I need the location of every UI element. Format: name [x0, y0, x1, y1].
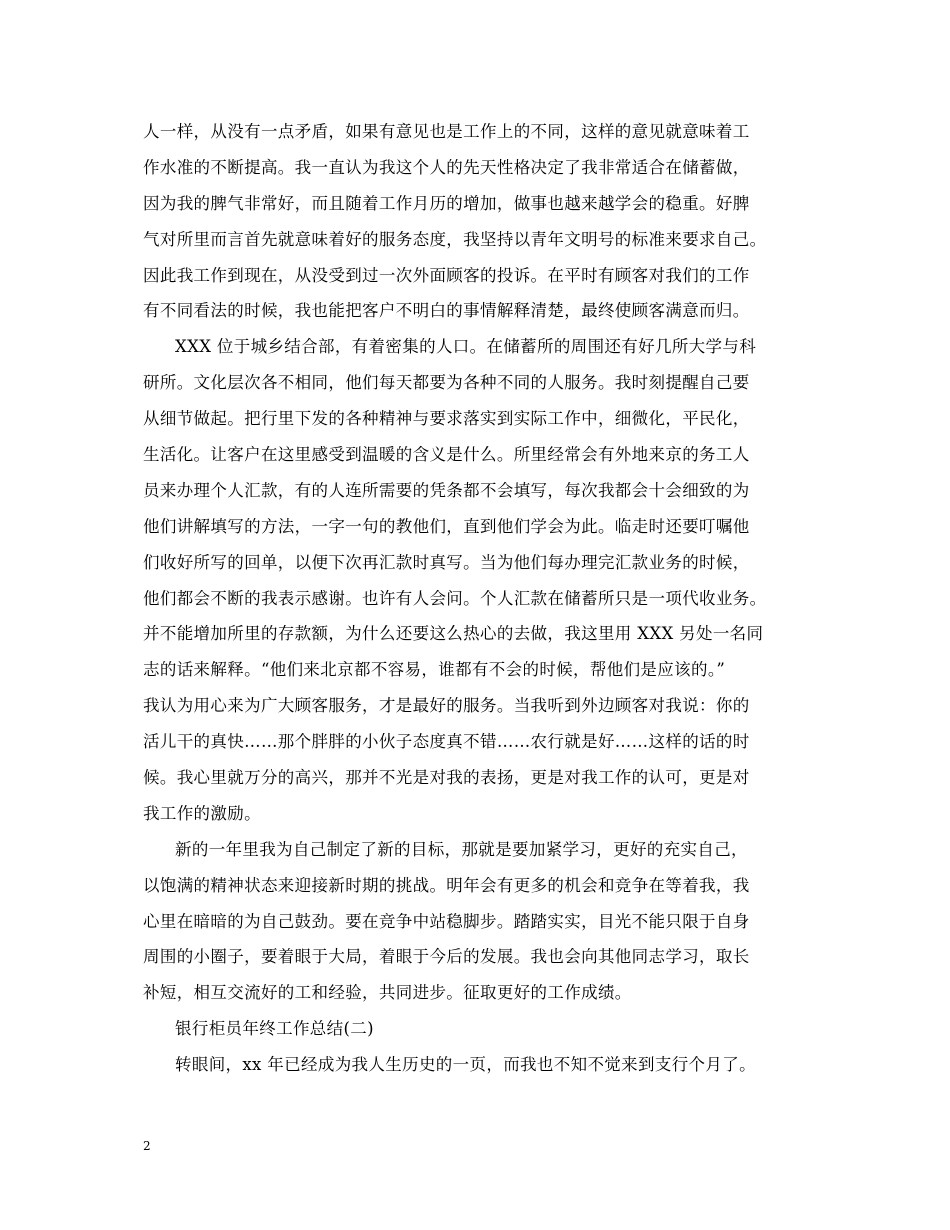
text-line: 他们都会不断的我表示感谢。也许有人会问。个人汇款在储蓄所只是一项代收业务。 — [143, 588, 767, 608]
text-line: 活儿干的真快……那个胖胖的小伙子态度真不错……农行就是好……这样的话的时 — [143, 732, 750, 752]
text-line: 候。我心里就万分的高兴，那并不光是对我的表扬，更是对我工作的认可，更是对 — [143, 768, 750, 788]
text-line: 补短，相互交流好的工和经验，共同进步。征取更好的工作成绩。 — [143, 983, 632, 1003]
text-line: 从细节做起。把行里下发的各种精神与要求落实到实际工作中，细微化，平民化， — [143, 409, 750, 429]
text-line: 作水准的不断提高。我一直认为我这个人的先天性格决定了我非常适合在储蓄做， — [143, 157, 750, 177]
text-line: 新的一年里我为自己制定了新的目标，那就是要加紧学习，更好的充实自己， — [175, 839, 748, 859]
text-line: 我认为用心来为广大顾客服务，才是最好的服务。当我听到外边顾客对我说：你的 — [143, 696, 750, 716]
text-line: 人一样，从没有一点矛盾，如果有意见也是工作上的不同，这样的意见就意味着工 — [143, 122, 750, 141]
text-line: 心里在暗暗的为自己鼓劲。要在竞争中站稳脚步。踏踏实实，目光不能只限于自身 — [143, 911, 750, 931]
text-line: 有不同看法的时候，我也能把客户不明白的事情解释清楚，最终使顾客满意而归。 — [143, 301, 750, 321]
text-line: 员来办理个人汇款，有的人连所需要的凭条都不会填写，每次我都会十会细致的为 — [143, 480, 750, 500]
text-line: 以饱满的精神状态来迎接新时期的挑战。明年会有更多的机会和竞争在等着我，我 — [143, 875, 750, 895]
text-line: 气对所里而言首先就意味着好的服务态度，我坚持以青年文明号的标准来要求自己。 — [143, 229, 767, 249]
text-line: 他们讲解填写的方法，一字一句的教他们，直到他们学会为此。临走时还要叮嘱他 — [143, 516, 750, 536]
text-line: 并不能增加所里的存款额，为什么还要这么热心的去做，我这里用 XXX 另处一名同 — [143, 624, 764, 644]
text-line: 我工作的激励。 — [143, 803, 261, 823]
text-line: 志的话来解释。“他们来北京都不容易，谁都有不会的时候，帮他们是应该的。” — [143, 660, 726, 680]
page-number: 2 — [143, 1139, 151, 1153]
text-line: 因为我的脾气非常好，而且随着工作月历的增加，做事也越来越学会的稳重。好脾 — [143, 193, 750, 213]
text-line: 们收好所写的回单，以便下次再汇款时真写。当为他们每办理完汇款业务的时候， — [143, 552, 750, 572]
text-line: 研所。文化层次各不相同，他们每天都要为各种不同的人服务。我时刻提醒自己要 — [143, 373, 750, 393]
text-line: 周围的小圈子，要着眼于大局，着眼于今后的发展。我也会向其他同志学习，取长 — [143, 947, 750, 967]
body-text — [143, 114, 833, 1083]
text-line: 生活化。让客户在这里感受到温暖的含义是什么。所里经常会有外地来京的务工人 — [143, 445, 750, 465]
text-line: 银行柜员年终工作总结(二) — [175, 1019, 374, 1039]
text-line: 因此我工作到现在，从没受到过一次外面顾客的投诉。在平时有顾客对我们的工作 — [143, 265, 750, 285]
text-line: 转眼间，xx 年已经成为我人生历史的一页，而我也不知不觉来到支行个月了。 — [175, 1055, 756, 1075]
text-line: XXX 位于城乡结合部，有着密集的人口。在储蓄所的周围还有好几所大学与科 — [175, 337, 757, 357]
